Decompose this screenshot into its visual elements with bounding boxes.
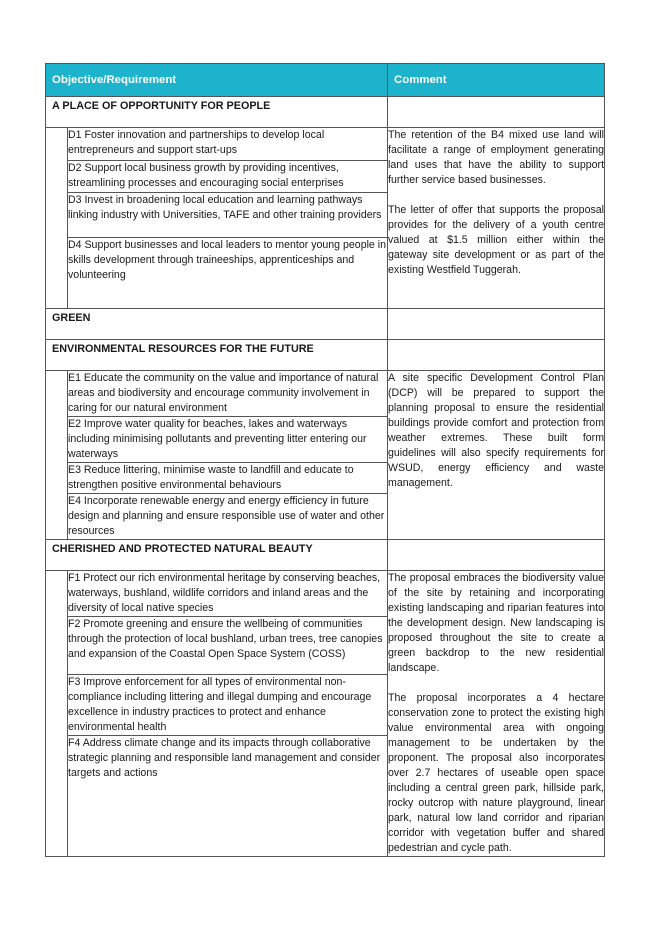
header-comment: Comment xyxy=(388,64,605,97)
item-d4: D4 Support businesses and local leaders to mentor young people in skills development through traineeships, apprenticeships and volunteering xyxy=(68,238,388,309)
comment-paragraph: The proposal embraces the biodiversity value of the site by retaining and incorporating existing landscaping and riparian features into the development design. New landscaping is proposed throughout the site to create a green backdrop to the new residential landscape. xyxy=(388,572,605,674)
section-row xyxy=(46,540,605,571)
item-e1: E1 Educate the community on the value and importance of natural areas and biodiversity and encourage community involvement in caring for our natural environment xyxy=(68,371,388,417)
section-title: CHERISHED AND PROTECTED NATURAL BEAUTY xyxy=(46,540,388,571)
comment-paragraph: The letter of offer that supports the proposal provides for the delivery of a youth centre valued at $1.5 million either within the gateway site development or as part of the existing Westfield Tuggerah. xyxy=(388,204,605,276)
comment-f xyxy=(388,571,605,857)
item-e3: E3 Reduce littering, minimise waste to landfill and educate to strengthen positive environmental behaviours xyxy=(68,463,388,494)
table-row xyxy=(46,371,605,417)
objectives-table xyxy=(45,63,605,857)
item-f3: F3 Improve enforcement for all types of environmental non-compliance including littering and illegal dumping and encourage excellence in industry practices to protect and enhance environmental health xyxy=(68,675,388,736)
section-row xyxy=(46,97,605,128)
header-objective: Objective/Requirement xyxy=(46,64,388,97)
item-d2: D2 Support local business growth by providing incentives, streamlining processes and encouraging social enterprises xyxy=(68,160,388,193)
section-title: ENVIRONMENTAL RESOURCES FOR THE FUTURE xyxy=(46,340,388,371)
comment-e xyxy=(388,371,605,540)
item-d1: D1 Foster innovation and partnerships to develop local entrepreneurs and support start-ups xyxy=(68,128,388,161)
item-f4: F4 Address climate change and its impacts through collaborative strategic planning and responsible land management and consider targets and actions xyxy=(68,736,388,857)
item-e2: E2 Improve water quality for beaches, lakes and waterways including minimising pollutants and preventing litter entering our waterways xyxy=(68,417,388,463)
item-e4: E4 Incorporate renewable energy and energy efficiency in future design and planning and ensure responsible use of water and other resources xyxy=(68,494,388,540)
section-title: A PLACE OF OPPORTUNITY FOR PEOPLE xyxy=(46,97,388,128)
comment-d xyxy=(388,128,605,309)
item-f2: F2 Promote greening and ensure the wellbeing of communities through the protection of local bushland, urban trees, tree canopies and expansion of the Coastal Open Space System (COSS) xyxy=(68,617,388,675)
item-f1: F1 Protect our rich environmental heritage by conserving beaches, waterways, bushland, wildlife corridors and inland areas and the diversity of local native species xyxy=(68,571,388,617)
section-row xyxy=(46,340,605,371)
comment-paragraph: The proposal incorporates a 4 hectare conservation zone to protect the existing high value environmental area with ongoing management to be undertaken by the proponent. The proposal also incorporates over 2.7 hectares of useable open space including a central green park, hillside park, rocky outcrop with nature playground, linear park, natural low land corridor and riparian corridor with vegetation buffer and shared pedestrian and cycle path. xyxy=(388,692,605,854)
table-row xyxy=(46,128,605,161)
section-title: GREEN xyxy=(46,309,388,340)
comment-paragraph: The retention of the B4 mixed use land will facilitate a range of employment generating land uses that have the ability to support further service based businesses. xyxy=(388,129,605,186)
item-d3: D3 Invest in broadening local education and learning pathways linking industry with Universities, TAFE and other training providers xyxy=(68,193,388,238)
table-row xyxy=(46,571,605,617)
table-header-row xyxy=(46,64,605,97)
comment-paragraph: A site specific Development Control Plan (DCP) will be prepared to support the planning proposal to ensure the residential buildings provide comfort and protection from weather extremes. These built form guidelines will also specify requirements for WSUD, energy efficiency and waste management. xyxy=(388,372,605,489)
section-row xyxy=(46,309,605,340)
